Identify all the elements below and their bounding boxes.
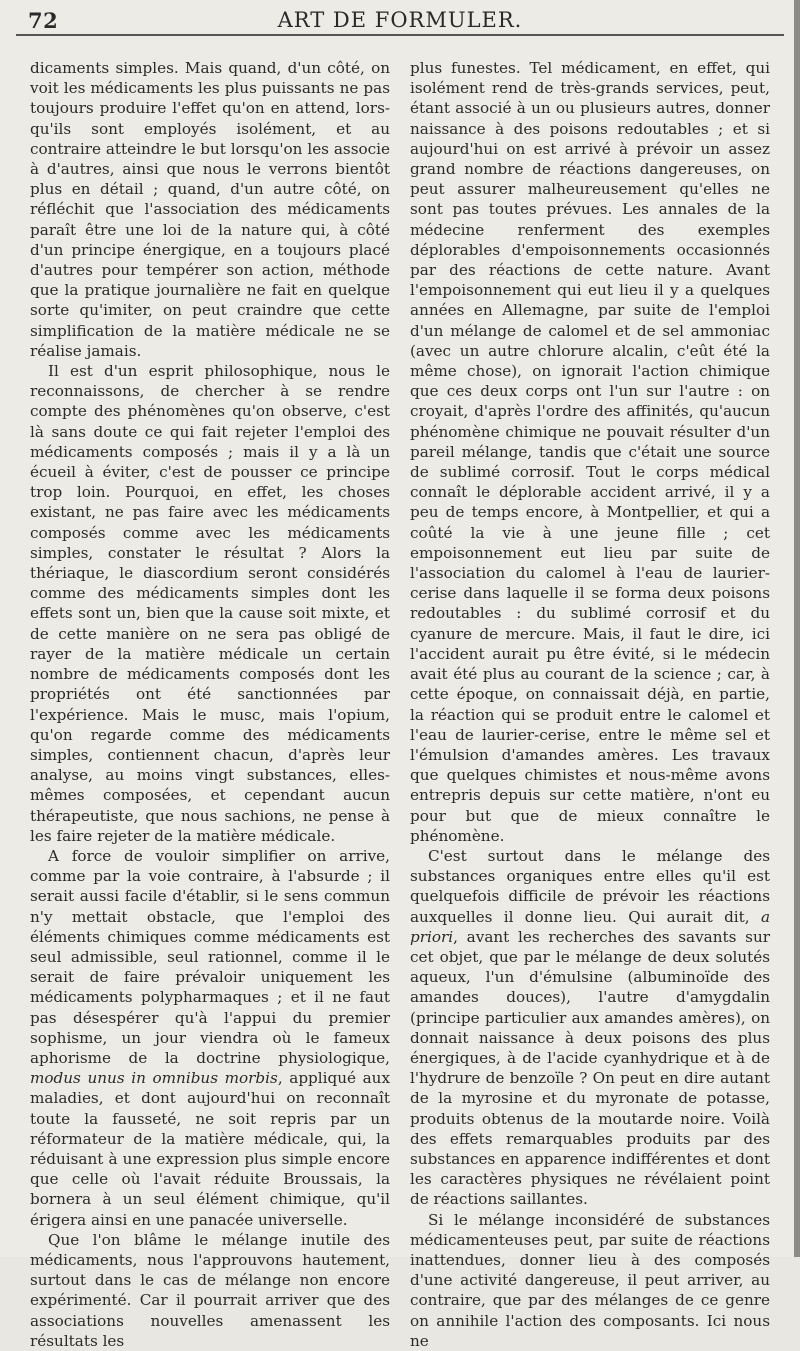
text-columns xyxy=(30,58,778,1351)
paragraph: Que l'on blâme le mélange inutile des médicaments, nous l'approuvons hautement, surtout dans le cas de mélange non encore expérimenté. Car il pourrait arriver que des associations nouvelles amenassent les résultats les xyxy=(30,1230,390,1350)
paragraph: plus funestes. Tel médicament, en effet, qui isolément rend de très-grands services, peut, étant associé à un ou plusieurs autres, donner naissance à des poisons redoutables ; et si aujourd'hui on est arrivé à prévoir un assez grand nombre de réactions dangereuses, on peut assurer malheureusement qu'elles ne sont pas toutes prévues. Les annales de la médecine renferment des exemples déplorables d'empoisonnements occasionnés par des réactions de cette nature. Avant l'empoisonnement qui eut lieu il y a quelques années en Allemagne, par suite de l'emploi d'un mélange de calomel et de sel ammoniac (avec un autre chlorure alcalin, c'eût été la même chose), on ignorait l'action chimique que ces deux corps ont l'un sur l'autre : on croyait, d'après l'ordre des affinités, qu'aucun phénomène chimique ne pouvait résulter d'un pareil mélange, tandis que c'était une source de sublimé corrosif. Tout le corps médical connaît le déplorable accident arrivé, il y a peu de temps encore, à Montpellier, et qui a coûté la vie à une jeune fille ; cet empoisonnement eut lieu par suite de l'association du calomel à l'eau de laurier-cerise dans laquelle il se forma deux poisons redoutables : du sublimé corrosif et du cyanure de mercure. Mais, il faut le dire, ici l'accident aurait pu être évité, si le médecin avait été plus au courant de la science ; car, à cette époque, on connaissait déjà, en partie, la réaction qui se produit entre le calomel et l'eau de laurier-cerise, entre le même sel et l'émulsion d'amandes amères. Les travaux que quelques chimistes et nous-même avons entrepris depuis sur cette matière, n'ont eu pour but que de mieux connaître le phénomène. xyxy=(410,59,770,845)
paragraph xyxy=(30,846,390,1230)
right-column xyxy=(410,58,770,1351)
page-number: 72 xyxy=(28,8,59,33)
paragraph-text: C'est surtout dans le mélange des substances organiques entre elles qu'il est quelquefois difficile de prévoir les réactions auxquelles il donne lieu. Qui aurait dit, xyxy=(410,846,770,926)
header-rule xyxy=(16,34,784,36)
latin-phrase: a priori xyxy=(410,907,770,946)
running-title: ART DE FORMULER. xyxy=(277,8,523,32)
paragraph-text: , appliqué aux maladies, et dont aujourd'hui on reconnaît toute la fausseté, ne soit repris par un réformateur de la matière médicale, qui, la réduisant à une expression plus simple encore que celle où l'avait réduite Broussais, la bornera à un seul élément chimique, qu'il érigera ainsi en une panacée universelle. xyxy=(30,1069,391,1229)
page-edge-shadow xyxy=(794,0,800,1257)
paragraph xyxy=(410,846,770,1210)
paragraph-text: , avant les recherches des savants sur cet objet, que par le mélange de deux solutés aqueux, l'un d'émulsine (albuminoïde des amandes douces), l'autre d'amygdalin (principe particulier aux amandes amères), on donnait naissance à deux poisons des plus énergiques, à de l'acide cyanhydrique et à de l'hydrure de benzoïle ? On peut en dire autant de la myrosine et du myronate de potasse, produits obtenus de la moutarde noire. Voilà des effets remarquables produits par des substances en apparence indifférentes et dont les caractères physiques ne révélaient point de réactions saillantes. xyxy=(410,927,770,1209)
latin-phrase: modus unus in omnibus morbis xyxy=(30,1069,278,1088)
left-column xyxy=(30,58,390,1351)
paragraph-text: A force de vouloir simplifier on arrive, comme par la voie contraire, à l'absurde ; il serait aussi facile d'établir, si le sens commun n'y mettait obstacle, que l'emploi des éléments chimiques comme médicaments est seul admissible, seul rationnel, comme il le serait de faire prévaloir uniquement les médicaments polypharmaques ; et il ne faut pas désespérer qu'à l'appui du premier sophisme, un jour viendra où le fameux aphorisme de la doctrine physiologique, xyxy=(30,846,390,1067)
paragraph: Si le mélange inconsidéré de substances médicamenteuses peut, par suite de réactions inattendues, donner lieu à des composés d'une activité dangereuse, il peut arriver, au contraire, que par des mélanges de ce genre on annihile l'action des composants. Ici nous ne xyxy=(410,1210,770,1350)
paragraph: dicaments simples. Mais quand, d'un côté, on voit les médicaments les plus puissants ne pas toujours produire l'effet qu'on en attend, lors-qu'ils sont employés isolément, et au contraire atteindre le but lorsqu'on les associe à d'autres, ainsi que nous le verrons bientôt plus en détail ; quand, d'un autre côté, on réfléchit que l'association des médicaments paraît être une loi de la nature qui, à côté d'un principe énergique, en a toujours placé d'autres pour tempérer son action, méthode que la pratique journalière ne fait en quelque sorte qu'imiter, on peut craindre que cette simplification de la matière médicale ne se réalise jamais. xyxy=(30,59,390,360)
paragraph: Il est d'un esprit philosophique, nous le reconnaissons, de chercher à se rendre compte des phénomènes qu'on observe, c'est là sans doute ce qui fait rejeter l'emploi des médicaments composés ; mais il y a là un écueil à éviter, c'est de pousser ce principe trop loin. Pourquoi, en effet, les choses existant, ne pas faire avec les médicaments composés comme avec les médicaments simples, constater le résultat ? Alors la thériaque, le diascordium seront considérés comme des médicaments simples dont les effets sont un, bien que la cause soit mixte, et de cette manière on ne sera pas obligé de rayer de la matière médicale un certain nombre de médicaments composés dont les propriétés ont été sanctionnées par l'expérience. Mais le musc, mais l'opium, qu'on regarde comme des médicaments simples, contiennent chacun, d'après leur analyse, au moins vingt substances, elles-mêmes composées, et cependant aucun thérapeutiste, que nous sachions, ne pense à les faire rejeter de la matière médicale. xyxy=(30,362,390,845)
